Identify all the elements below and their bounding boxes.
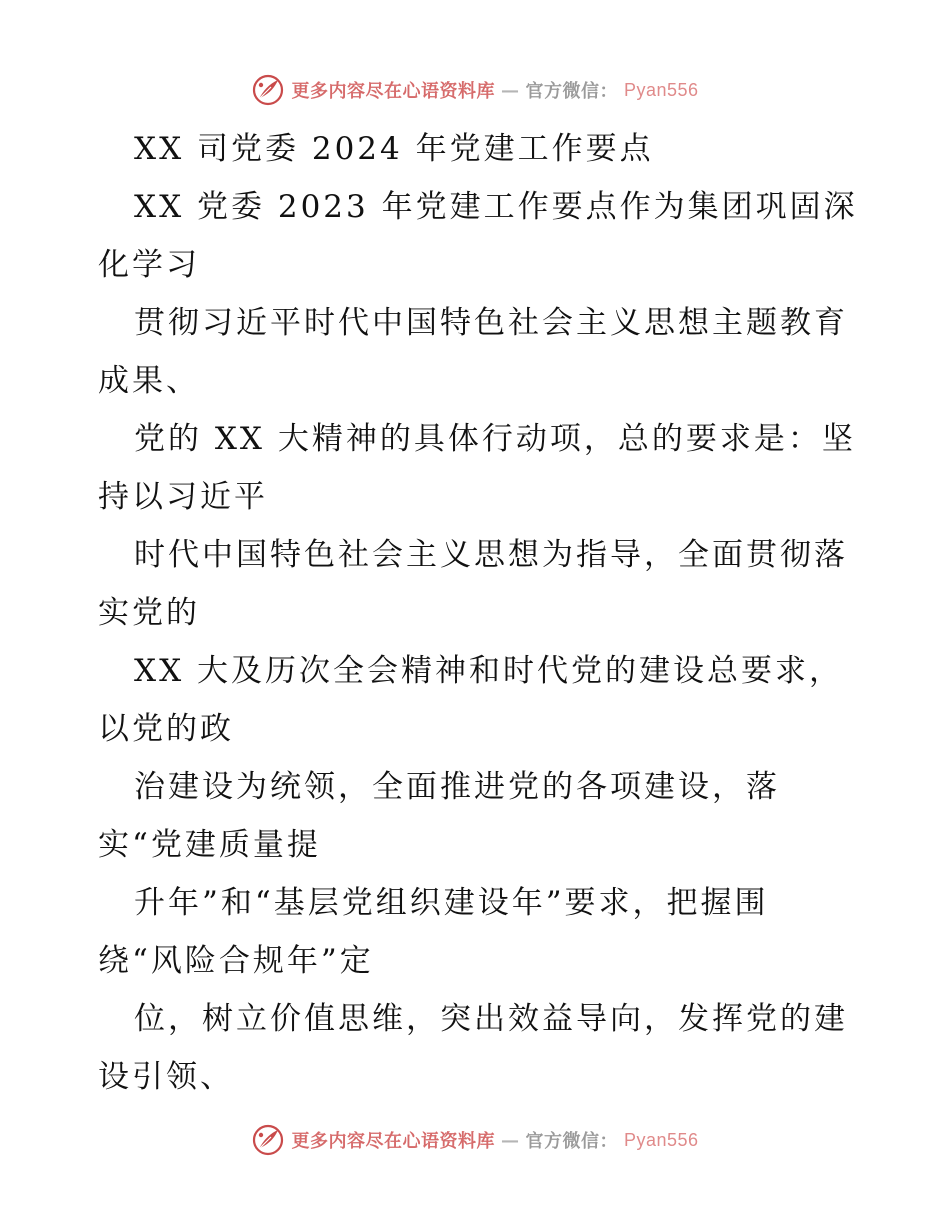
feather-pen-logo-icon	[251, 1123, 285, 1157]
document-body	[98, 120, 858, 1106]
document-title: XX 司党委 2024 年党建工作要点	[134, 131, 654, 167]
paragraph-line: 设引领、	[98, 1059, 234, 1095]
watermark-wechat-id: Pyan556	[623, 1129, 699, 1150]
paragraph-line: 升年”和“基层党组织建设年”要求，把握围	[134, 885, 769, 921]
watermark-brand-text: 更多内容尽在心语资料库	[291, 1131, 495, 1152]
paragraph-line: 实党的	[98, 595, 200, 631]
watermark-dash: —	[500, 1129, 520, 1151]
watermark-official-label: 官方微信：	[525, 1131, 618, 1152]
watermark-wechat-id: Pyan556	[623, 79, 699, 100]
paragraph-line: 实“党建质量提	[98, 827, 321, 863]
paragraph-line: 位，树立价值思维，突出效益导向，发挥党的建	[134, 1001, 848, 1037]
paragraph-line: XX 大及历次全会精神和时代党的建设总要求，	[134, 653, 843, 689]
watermark-brand-text: 更多内容尽在心语资料库	[291, 81, 495, 102]
watermark-dash: —	[500, 79, 520, 101]
paragraph-line: 时代中国特色社会主义思想为指导，全面贯彻落	[134, 537, 848, 573]
paragraph-line: 绕“风险合规年”定	[98, 943, 374, 979]
paragraph-line: 化学习	[98, 247, 200, 283]
paragraph-line: 治建设为统领，全面推进党的各项建设，落	[134, 769, 780, 805]
paragraph-line: 成果、	[98, 363, 200, 399]
header-watermark	[0, 70, 950, 110]
paragraph-line: 党的 XX 大精神的具体行动项，总的要求是：坚	[134, 421, 856, 457]
watermark-official-label: 官方微信：	[525, 81, 618, 102]
feather-pen-logo-icon	[251, 73, 285, 107]
paragraph-line: 贯彻习近平时代中国特色社会主义思想主题教育	[134, 305, 848, 341]
paragraph-line: 持以习近平	[98, 479, 268, 515]
footer-watermark	[0, 1120, 950, 1160]
paragraph-line: XX 党委 2023 年党建工作要点作为集团巩固深	[134, 189, 858, 225]
paragraph-line: 以党的政	[98, 711, 234, 747]
